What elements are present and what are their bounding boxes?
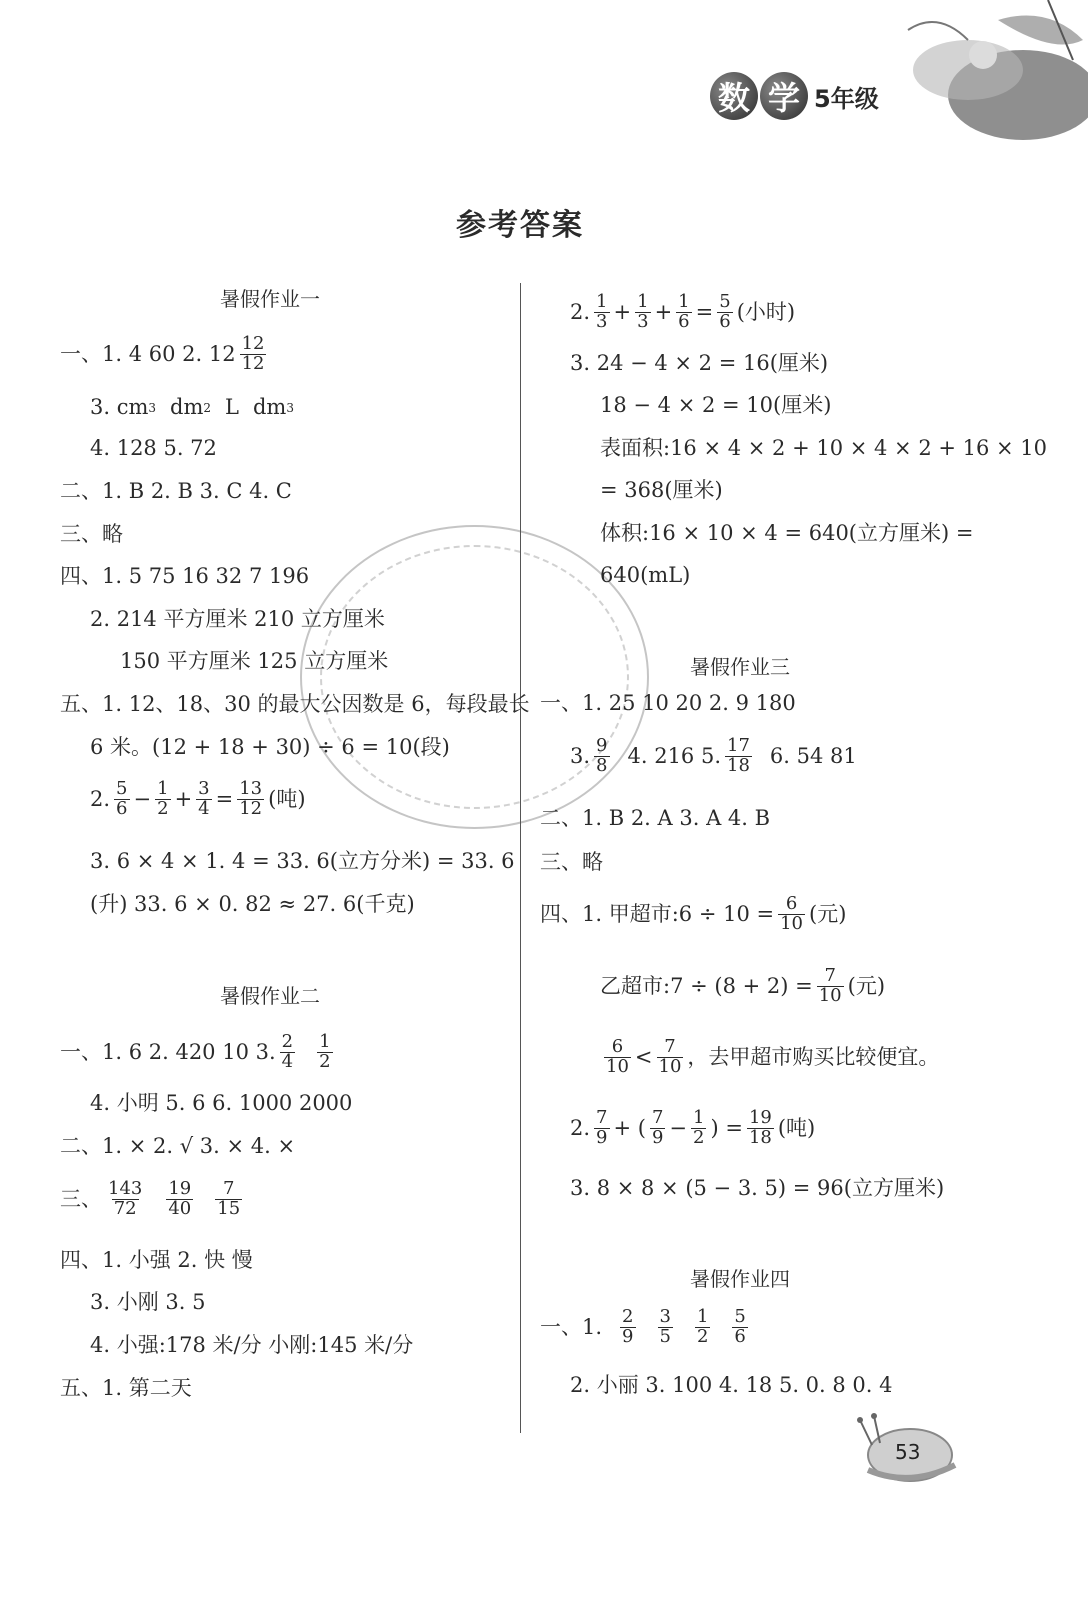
denominator: 10: [780, 912, 803, 934]
section-title-1: 暑假作业一: [220, 287, 320, 311]
answer-line: = 368(厘米): [600, 478, 723, 502]
numerator: 1: [596, 291, 608, 312]
numerator: 1: [637, 291, 649, 312]
answer-line: 3. 24 − 4 × 2 = 16(厘米): [570, 351, 829, 375]
answer-line: [570, 1109, 815, 1148]
fraction: [280, 1033, 295, 1072]
answer-line: 18 − 4 × 2 = 10(厘米): [600, 393, 832, 417]
section-title-2: 暑假作业二: [220, 984, 320, 1008]
denominator: 2: [157, 797, 169, 819]
denominator: 2: [319, 1050, 331, 1072]
fraction: [215, 1180, 242, 1219]
denominator: 4: [198, 797, 210, 819]
operator: =: [695, 299, 714, 324]
answer-line: 五、1. 第二天: [60, 1376, 192, 1400]
answer-text: L: [225, 395, 239, 419]
answer-line: 体积:16 × 10 × 4 = 640(立方厘米) =: [600, 521, 974, 545]
answer-text: 2.: [570, 1115, 591, 1140]
answer-text: 乙超市:7 ÷ (8 + 2) =: [600, 973, 813, 998]
answer-text: 一、1. 4 60 2. 12: [60, 341, 236, 366]
fraction: [317, 1033, 332, 1072]
fraction: [717, 293, 732, 332]
answer-line: 4. 小明 5. 6 6. 1000 2000: [90, 1091, 353, 1115]
denominator: 9: [622, 1325, 634, 1347]
numerator: 6: [611, 1036, 624, 1057]
answer-text: (吨): [777, 1115, 816, 1140]
denominator: 4: [281, 1050, 294, 1072]
denominator: 6: [719, 310, 731, 332]
fraction: [695, 1308, 710, 1347]
numerator: 13: [239, 778, 263, 799]
answer-line: 2. 214 平方厘米 210 立方厘米: [90, 607, 385, 631]
denominator: 3: [596, 310, 608, 332]
answer-text: ，去甲超市购买比较便宜。: [687, 1044, 940, 1069]
answer-line: 四、1. 5 75 16 32 7 196: [60, 564, 310, 588]
fraction: [594, 1109, 609, 1148]
denominator: 6: [116, 797, 128, 819]
column-divider: [520, 283, 521, 1433]
operator: −: [133, 786, 152, 811]
answer-text: 3. cm: [90, 395, 149, 419]
denominator: 10: [818, 984, 842, 1006]
answer-text: 2.: [570, 299, 591, 324]
answer-text: (吨): [268, 786, 306, 811]
numerator: 12: [241, 333, 265, 354]
answer-text: dm: [252, 395, 287, 419]
answer-line: 二、1. B 2. B 3. C 4. C: [60, 479, 292, 503]
fraction: [166, 1180, 193, 1219]
numerator: 19: [168, 1178, 192, 1199]
answer-line: 6 米。(12 + 18 + 30) ÷ 6 = 10(段): [90, 735, 450, 759]
fraction: [106, 1180, 144, 1219]
answer-line: 表面积:16 × 4 × 2 + 10 × 4 × 2 + 16 × 10: [600, 436, 1048, 460]
denominator: 9: [596, 1126, 608, 1148]
numerator: 7: [596, 1107, 608, 1128]
answer-text: 3.: [570, 743, 591, 768]
denominator: 8: [596, 754, 608, 776]
page-title: 参考答案: [456, 208, 584, 243]
answer-line: 二、1. B 2. A 3. A 4. B: [540, 806, 771, 830]
answer-text: 2.: [90, 786, 111, 811]
numerator: 143: [108, 1178, 143, 1199]
numerator: 5: [116, 778, 128, 799]
fraction: [732, 1308, 747, 1347]
answer-line: 五、1. 12、18、30 的最大公因数是 6，每段最长: [60, 692, 530, 716]
answer-line: 2. 小丽 3. 100 4. 18 5. 0. 8 0. 4: [570, 1373, 893, 1397]
operator: +: [174, 786, 193, 811]
fraction: [650, 1109, 665, 1148]
denominator: 3: [637, 310, 649, 332]
answer-line: [570, 293, 795, 332]
answer-line: [570, 737, 857, 776]
answer-line: 4. 128 5. 72: [90, 436, 217, 460]
numerator: 7: [651, 1107, 664, 1128]
denominator: 6: [678, 310, 690, 332]
answer-line: 3. cm 3 dm 2 L dm 3: [90, 395, 294, 419]
denominator: 9: [651, 1126, 664, 1148]
answer-line: [540, 895, 846, 934]
numerator: 7: [664, 1036, 676, 1057]
answer-line: 三、略: [540, 850, 603, 874]
numerator: 1: [678, 291, 690, 312]
answer-text: 4. 216 5.: [627, 743, 722, 768]
answer-line: [600, 1038, 939, 1077]
answer-line: 3. 小刚 3. 5: [90, 1290, 206, 1314]
fraction: [817, 967, 844, 1006]
numerator: 19: [748, 1107, 772, 1128]
denominator: 40: [168, 1197, 192, 1219]
fraction: [240, 335, 267, 374]
answer-line: [540, 1308, 752, 1347]
answer-line: 4. 小强:178 米/分 小刚:145 米/分: [90, 1333, 414, 1357]
numerator: 1: [157, 778, 169, 799]
denominator: 2: [696, 1325, 709, 1347]
answer-line: 三、略: [60, 522, 123, 546]
numerator: 2: [622, 1306, 634, 1327]
denominator: 18: [748, 1126, 772, 1148]
denominator: 15: [217, 1197, 241, 1219]
operator: + (: [613, 1115, 646, 1140]
numerator: 5: [719, 291, 731, 312]
operator: +: [654, 299, 673, 324]
numerator: 2: [281, 1031, 294, 1052]
answer-line: 3. 8 × 8 × (5 − 3. 5) = 96(立方厘米): [570, 1176, 945, 1200]
fraction: [594, 737, 609, 776]
grade-label: 5年级: [814, 84, 879, 113]
operator: ) =: [710, 1115, 743, 1140]
section-title-3: 暑假作业三: [690, 655, 790, 679]
answer-line: (升) 33. 6 × 0. 82 ≈ 27. 6(千克): [90, 892, 415, 916]
denominator: 6: [734, 1325, 746, 1347]
fraction: [658, 1308, 673, 1347]
fraction: [155, 780, 170, 819]
numerator: 1: [693, 1107, 705, 1128]
page-number: 53: [895, 1440, 921, 1464]
numerator: 7: [222, 1178, 235, 1199]
answer-line: 四、1. 小强 2. 快 慢: [60, 1248, 253, 1272]
fraction: [114, 780, 129, 819]
fraction: [594, 293, 609, 332]
section-title-4: 暑假作业四: [690, 1267, 790, 1291]
flower-decoration: [848, 0, 1088, 150]
answer-text: 三、: [60, 1186, 102, 1211]
answer-text: (元): [847, 973, 886, 998]
numerator: 5: [734, 1306, 746, 1327]
answer-text: 6. 54 81: [769, 743, 857, 768]
denominator: 2: [693, 1126, 705, 1148]
answer-line: [60, 335, 270, 374]
answer-text: 一、1.: [540, 1314, 603, 1339]
answer-line: 二、1. × 2. √ 3. × 4. ×: [60, 1134, 296, 1158]
fraction: [196, 780, 211, 819]
answer-line: [90, 780, 306, 819]
numerator: 1: [696, 1306, 709, 1327]
answer-line: 一、1. 25 10 20 2. 9 180: [540, 691, 796, 715]
answer-line: [60, 1033, 337, 1072]
numerator: 3: [659, 1306, 671, 1327]
fraction: [237, 780, 264, 819]
denominator: 10: [658, 1055, 682, 1077]
fraction: [778, 895, 805, 934]
fraction: [604, 1038, 631, 1077]
fraction: [747, 1109, 774, 1148]
subject-label: [710, 72, 879, 120]
answer-text: 四、1. 甲超市:6 ÷ 10 =: [540, 901, 775, 926]
answer-text: (元): [809, 901, 847, 926]
watermark-stamp: [300, 525, 649, 829]
fraction: [676, 293, 691, 332]
answer-text: (小时): [736, 299, 796, 324]
numerator: 3: [198, 778, 210, 799]
operator: =: [215, 786, 234, 811]
fraction: [657, 1038, 684, 1077]
denominator: 18: [727, 754, 750, 776]
answer-line: 640(mL): [600, 563, 691, 587]
answer-text: 一、1. 6 2. 420 10 3.: [60, 1039, 276, 1064]
numerator: 6: [785, 893, 798, 914]
answer-text: dm: [170, 395, 204, 419]
operator: −: [669, 1115, 688, 1140]
numerator: 1: [319, 1031, 331, 1052]
fraction: [620, 1308, 635, 1347]
subject-char-2: 学: [760, 72, 808, 120]
fraction: [691, 1109, 706, 1148]
subject-char-1: 数: [710, 72, 758, 120]
denominator: 10: [606, 1055, 629, 1077]
denominator: 5: [659, 1325, 671, 1347]
answer-line: 3. 6 × 4 × 1. 4 = 33. 6(立方分米) = 33. 6: [90, 849, 515, 873]
denominator: 12: [241, 352, 265, 374]
answer-line: [600, 967, 885, 1006]
fraction: [725, 737, 752, 776]
fraction: [635, 293, 650, 332]
answer-line: 150 平方厘米 125 立方厘米: [120, 649, 389, 673]
page-number-badge: [850, 1410, 960, 1490]
numerator: 7: [824, 965, 836, 986]
numerator: 9: [596, 735, 608, 756]
answer-line: [60, 1180, 246, 1219]
operator: <: [634, 1044, 653, 1069]
numerator: 17: [727, 735, 750, 756]
denominator: 72: [113, 1197, 137, 1219]
denominator: 12: [239, 797, 263, 819]
operator: +: [613, 299, 632, 324]
